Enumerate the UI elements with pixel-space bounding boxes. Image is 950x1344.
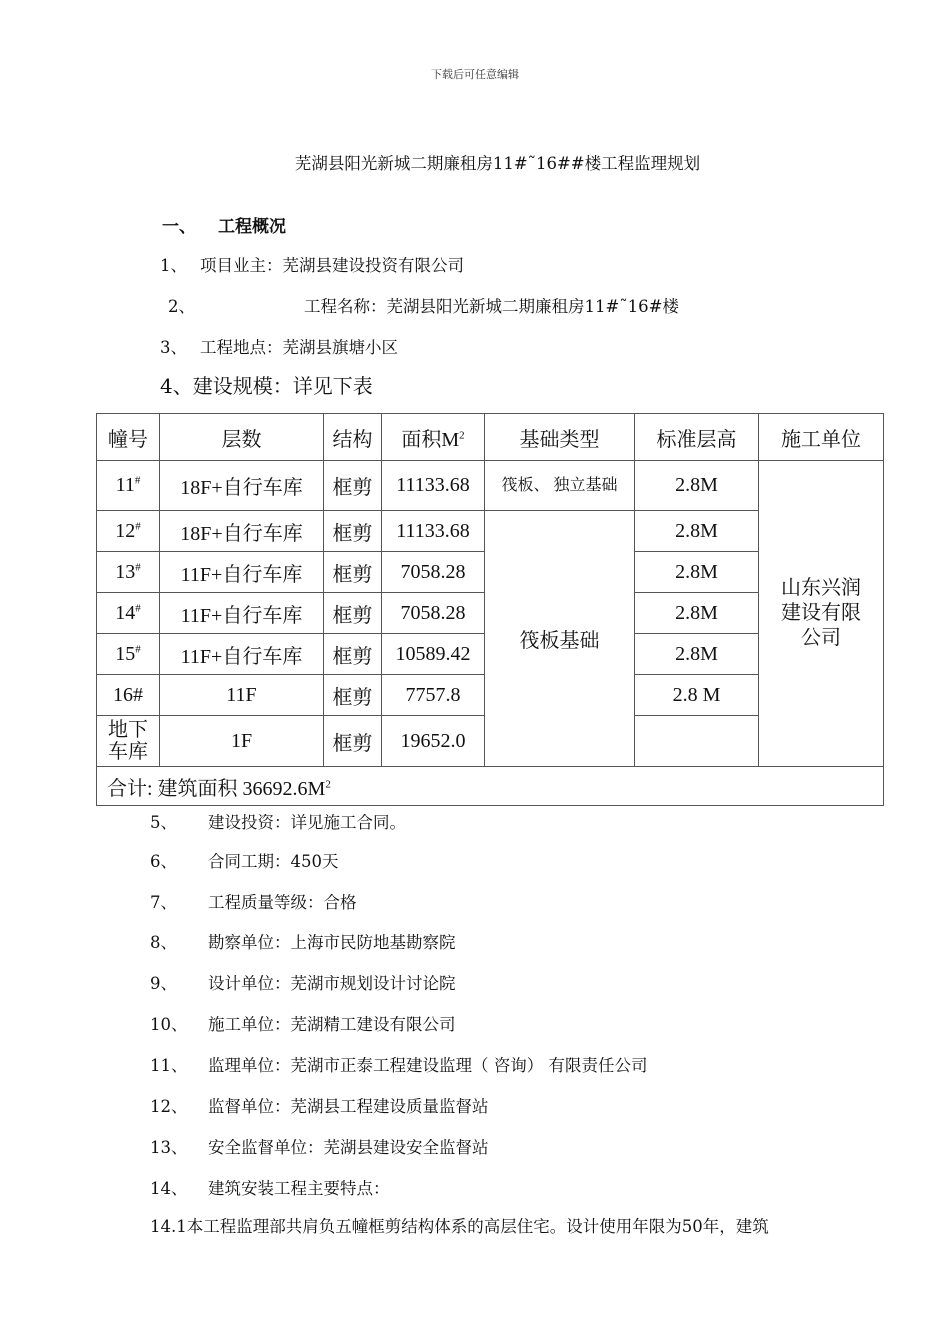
item-number: 5、 xyxy=(150,813,177,832)
item-number: 3、 xyxy=(160,338,187,357)
floor-area: 19652.0 xyxy=(382,716,485,767)
overview-item xyxy=(160,252,464,276)
section-label: 工程概况 xyxy=(218,217,286,237)
list-item xyxy=(150,1175,390,1199)
list-item xyxy=(150,970,456,994)
document-title: 芜湖县阳光新城二期廉租房11#˜16##楼工程监理规划 xyxy=(294,154,701,173)
item-number: 2、 xyxy=(168,297,195,316)
floor-area: 11133.68 xyxy=(382,511,485,552)
item-text: 工程质量等级：合格 xyxy=(208,893,357,912)
item-text: 项目业主：芜湖县建设投资有限公司 xyxy=(200,256,464,275)
item-text: 勘察单位：上海市民防地基勘察院 xyxy=(208,933,456,952)
floor-height: 2.8M xyxy=(635,511,759,552)
floor-height: 2.8M xyxy=(635,593,759,634)
item-number: 12、 xyxy=(150,1097,188,1116)
list-item xyxy=(150,1011,456,1035)
item-number: 10、 xyxy=(150,1015,188,1034)
building-number: 15# xyxy=(97,634,160,675)
overview-item xyxy=(168,293,679,317)
contractor-cell: 山东兴润建设有限公司 xyxy=(759,461,884,767)
structure-type: 框剪 xyxy=(324,675,382,716)
building-number: 12# xyxy=(97,511,160,552)
floor-area: 7058.28 xyxy=(382,593,485,634)
section-number: 一、 xyxy=(162,217,196,237)
floor-height: 2.8M xyxy=(635,461,759,511)
floor-count: 11F+自行车库 xyxy=(160,593,324,634)
structure-type: 框剪 xyxy=(324,552,382,593)
floor-count: 18F+自行车库 xyxy=(160,461,324,511)
list-item xyxy=(150,809,406,833)
item-number: 11、 xyxy=(150,1056,188,1075)
list-item xyxy=(150,1093,489,1117)
floor-area: 7757.8 xyxy=(382,675,485,716)
item-text: 工程地点：芜湖县旗塘小区 xyxy=(200,338,398,357)
floor-height: 2.8M xyxy=(635,552,759,593)
total-area: 合计: 建筑面积 $36692.6M^2$ xyxy=(97,767,884,806)
building-number: 11# xyxy=(97,461,160,511)
item-text: 设计单位：芜湖市规划设计讨论院 xyxy=(208,974,456,993)
column-header: 标准层高 xyxy=(635,414,759,461)
structure-type: 框剪 xyxy=(324,511,382,552)
column-header: 施工单位 xyxy=(759,414,884,461)
column-header: 层数 xyxy=(160,414,324,461)
item-number: 9、 xyxy=(150,974,177,993)
floor-count: 11F+自行车库 xyxy=(160,634,324,675)
column-header: 面积$M^2$ xyxy=(382,414,485,461)
building-number: 14# xyxy=(97,593,160,634)
foundation-type: 筏板基础 xyxy=(485,511,635,767)
building-scale-table xyxy=(96,413,884,806)
column-header: 基础类型 xyxy=(485,414,635,461)
item-number: 6、 xyxy=(150,852,177,871)
overview-item xyxy=(160,334,398,358)
structure-type: 框剪 xyxy=(324,593,382,634)
floor-area: 11133.68 xyxy=(382,461,485,511)
item-number: 1、 xyxy=(160,256,187,275)
item-number: 13、 xyxy=(150,1138,188,1157)
floor-height: 2.8M xyxy=(635,634,759,675)
floor-count: 11F xyxy=(160,675,324,716)
building-number: 16# xyxy=(97,675,160,716)
building-number: 地下车库 xyxy=(97,716,160,767)
column-header: 幢号 xyxy=(97,414,160,461)
item-text: 工程名称：芜湖县阳光新城二期廉租房11#˜16#楼 xyxy=(304,297,679,316)
list-item xyxy=(150,889,357,913)
item-text: 建设规模：详见下表 xyxy=(192,374,373,398)
building-number: 13# xyxy=(97,552,160,593)
list-item xyxy=(150,929,456,953)
structure-type: 框剪 xyxy=(324,716,382,767)
floor-height: 2.8 M xyxy=(635,675,759,716)
item-text: 监理单位：芜湖市正泰工程建设监理（ 咨询） 有限责任公司 xyxy=(208,1056,648,1075)
structure-type: 框剪 xyxy=(324,634,382,675)
item-number: 8、 xyxy=(150,933,177,952)
paragraph-14-1: 14.1本工程监理部共肩负五幢框剪结构体系的高层住宅。设计使用年限为50年，建筑 xyxy=(150,1217,769,1236)
table-header-row xyxy=(97,414,884,461)
header-note: 下载后可任意编辑 xyxy=(431,68,519,81)
item-text: 安全监督单位：芜湖县建设安全监督站 xyxy=(208,1138,489,1157)
list-item xyxy=(150,1052,648,1076)
structure-type: 框剪 xyxy=(324,461,382,511)
item-text: 合同工期：450天 xyxy=(208,852,339,871)
item-text: 建设投资：详见施工合同。 xyxy=(208,813,406,832)
table-row xyxy=(97,461,884,511)
list-item xyxy=(150,1134,489,1158)
floor-count: 1F xyxy=(160,716,324,767)
overview-item xyxy=(160,370,373,399)
item-number: 4、 xyxy=(160,374,193,398)
floor-area: 7058.28 xyxy=(382,552,485,593)
item-text: 施工单位：芜湖精工建设有限公司 xyxy=(208,1015,456,1034)
floor-height xyxy=(635,716,759,767)
floor-count: 18F+自行车库 xyxy=(160,511,324,552)
table-total-row xyxy=(97,767,884,806)
section-heading xyxy=(162,212,286,237)
floor-count: 11F+自行车库 xyxy=(160,552,324,593)
item-number: 14、 xyxy=(150,1179,188,1198)
item-number: 7、 xyxy=(150,893,177,912)
floor-area: 10589.42 xyxy=(382,634,485,675)
item-text: 建筑安装工程主要特点： xyxy=(208,1179,390,1198)
list-item xyxy=(150,848,339,872)
foundation-type: 筏板、 独立基础 xyxy=(485,461,635,511)
item-text: 监督单位：芜湖县工程建设质量监督站 xyxy=(208,1097,489,1116)
column-header: 结构 xyxy=(324,414,382,461)
